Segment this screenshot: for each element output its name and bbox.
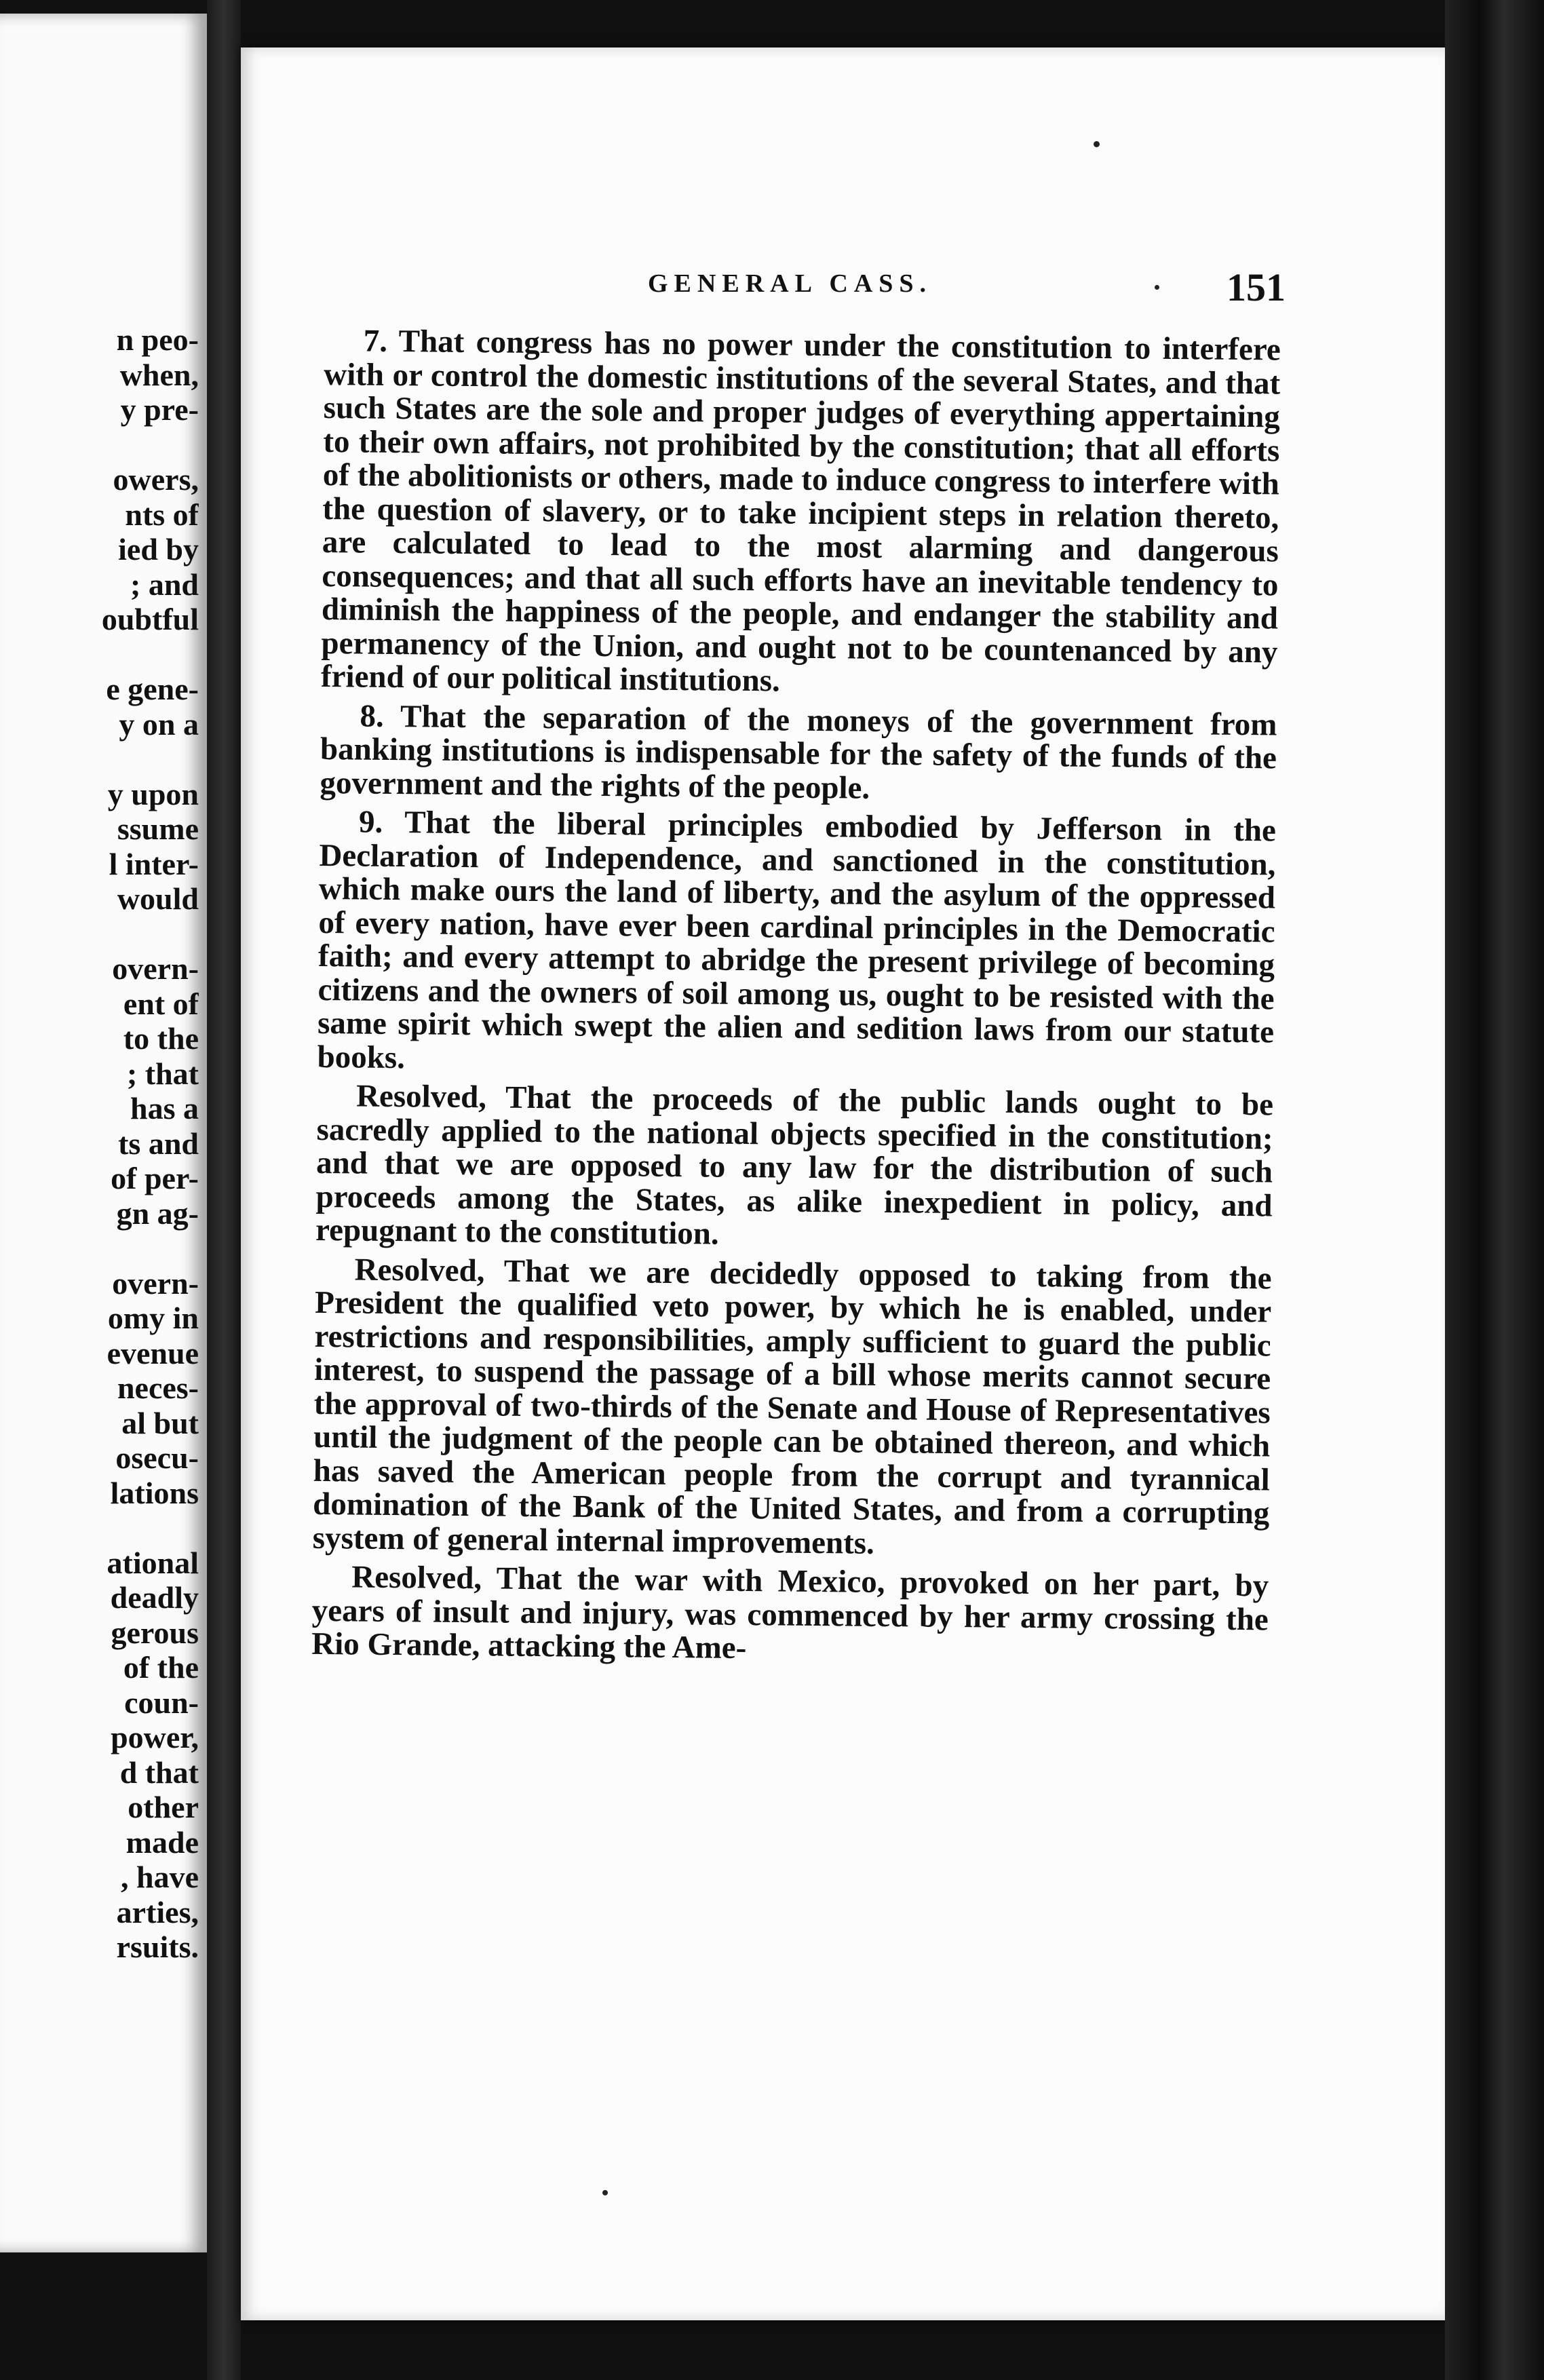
body-text <box>311 324 1281 1670</box>
facing-page-line: osecu- <box>115 1440 199 1475</box>
facing-page-line: ts and <box>118 1126 199 1161</box>
print-speck <box>1094 141 1100 147</box>
facing-page-line: coun- <box>124 1685 199 1720</box>
book-gutter <box>207 0 241 2380</box>
facing-page-line: y on a <box>119 706 199 742</box>
facing-page-line: power, <box>111 1720 199 1754</box>
facing-page-line: ssume <box>117 811 199 846</box>
facing-page-line: ied by <box>118 532 199 567</box>
facing-page-line <box>0 917 199 952</box>
book-edge <box>1445 0 1544 2380</box>
print-speck <box>1155 285 1159 290</box>
paragraph-7: 7. That congress has no power under the constitution to interfere with or control the domestic institutions of the several States, and that such States are the sole and proper judges of everything appertaining to their own affairs, not prohibited by the constitution; that all efforts of the abolitionists or others, made to induce congress to interfere with the question of slavery, or to take incipient steps in relation thereto, are calculated to lead to the most alarming and dangerous consequences; and that all such efforts have an inevitable tendency to diminish the happiness of the people, and endanger the stability and permanency of the Union, and ought not to be countenanced by any friend of our political institutions. <box>320 323 1281 699</box>
facing-page-line: n peo- <box>116 322 199 357</box>
facing-page-line <box>0 637 199 672</box>
facing-page-line: overn- <box>112 1265 199 1301</box>
facing-page-line: when, <box>119 357 199 392</box>
facing-page-line <box>0 427 199 463</box>
facing-page-line: gerous <box>111 1615 199 1650</box>
facing-page-line: has a <box>130 1091 199 1126</box>
facing-page-line: arties, <box>116 1894 199 1930</box>
resolution-veto-power: Resolved, That we are decidedly opposed to taking from the President the qualified veto power, by which he is enabled, under restrictions and responsibilities, amply sufficient to guard the public interest, to suspend the passage of a bill whose merits cannot secure the approval of two-thirds of the Senate and House of Representatives until the judgment of the people can be obtained thereon, and which has saved the American people from the corrupt and tyrannical domination of the Bank of the United States, and from a corrupting system of general internal improvements. <box>312 1251 1272 1561</box>
page-number: 151 <box>1227 265 1286 309</box>
facing-page-line: ; that <box>126 1056 199 1091</box>
facing-page-line: e gene- <box>106 672 199 706</box>
paragraph-9: 9. That the liberal principles embodied by Jefferson in the Declaration of Independence, and sanctioned in the constitution, which make ours the land of liberty, and the asylum of the oppressed of every nation, have ever been cardinal principles in the Democratic faith; and every attempt to abridge the present privilege of becoming citizens and the owners of soil among us, ought to be resisted with the same spirit which swept the alien and sedition laws from our statute books. <box>317 804 1277 1075</box>
facing-page-line: omy in <box>107 1301 199 1335</box>
paragraph-8: 8. That the separation of the moneys of the government from banking institutions is indispensable for the safety of the funds of the government and the rights of the people. <box>320 698 1277 806</box>
facing-page-line <box>0 1510 199 1546</box>
facing-page-line: would <box>117 881 199 916</box>
facing-page-line: gn ag- <box>116 1195 199 1231</box>
facing-page-line: rsuits. <box>116 1930 199 1964</box>
facing-page-line: evenue <box>107 1335 199 1370</box>
facing-page-line: of the <box>123 1650 199 1685</box>
facing-page-line: al but <box>121 1405 199 1440</box>
facing-page-line: ent of <box>123 986 199 1021</box>
facing-page-line: l inter- <box>109 846 199 881</box>
facing-page-text <box>0 322 199 1965</box>
facing-page-line: ational <box>107 1545 199 1580</box>
facing-page-line: overn- <box>112 951 199 986</box>
facing-page-line <box>0 1231 199 1266</box>
facing-page-line: neces- <box>117 1370 199 1405</box>
running-head <box>648 265 1286 312</box>
facing-page-line: other <box>128 1790 199 1824</box>
facing-page-line: deadly <box>110 1580 199 1615</box>
running-title: GENERAL CASS. <box>648 269 932 298</box>
facing-page-line: y pre- <box>120 392 199 427</box>
facing-page-line: made <box>126 1824 199 1860</box>
facing-page-line: owers, <box>113 462 199 497</box>
facing-page-line: oubtful <box>101 602 199 636</box>
facing-page-line: to the <box>123 1021 199 1056</box>
facing-page-line <box>0 742 199 777</box>
resolution-mexico-war: Resolved, That the war with Mexico, provoked on her part, by years of insult and injury, was commenced by her army crossing the Rio Grande, attacking the Ame- <box>311 1559 1269 1666</box>
facing-page <box>0 14 207 2252</box>
print-speck <box>602 2190 608 2195</box>
facing-page-line: d that <box>119 1754 199 1790</box>
facing-page-line: nts of <box>125 497 199 532</box>
facing-page-line: lations <box>110 1475 199 1510</box>
facing-page-line: y upon <box>107 776 199 811</box>
facing-page-line: ; and <box>130 567 199 602</box>
facing-page-line: , have <box>121 1860 199 1894</box>
resolution-public-lands: Resolved, That the proceeds of the public lands ought to be sacredly applied to the national objects specified in the constitution; and that we are opposed to any law for the distribution of such proceeds among the States, as alike inexpedient in policy, and repugnant to the constitution. <box>315 1078 1274 1252</box>
facing-page-line: of per- <box>111 1161 199 1195</box>
